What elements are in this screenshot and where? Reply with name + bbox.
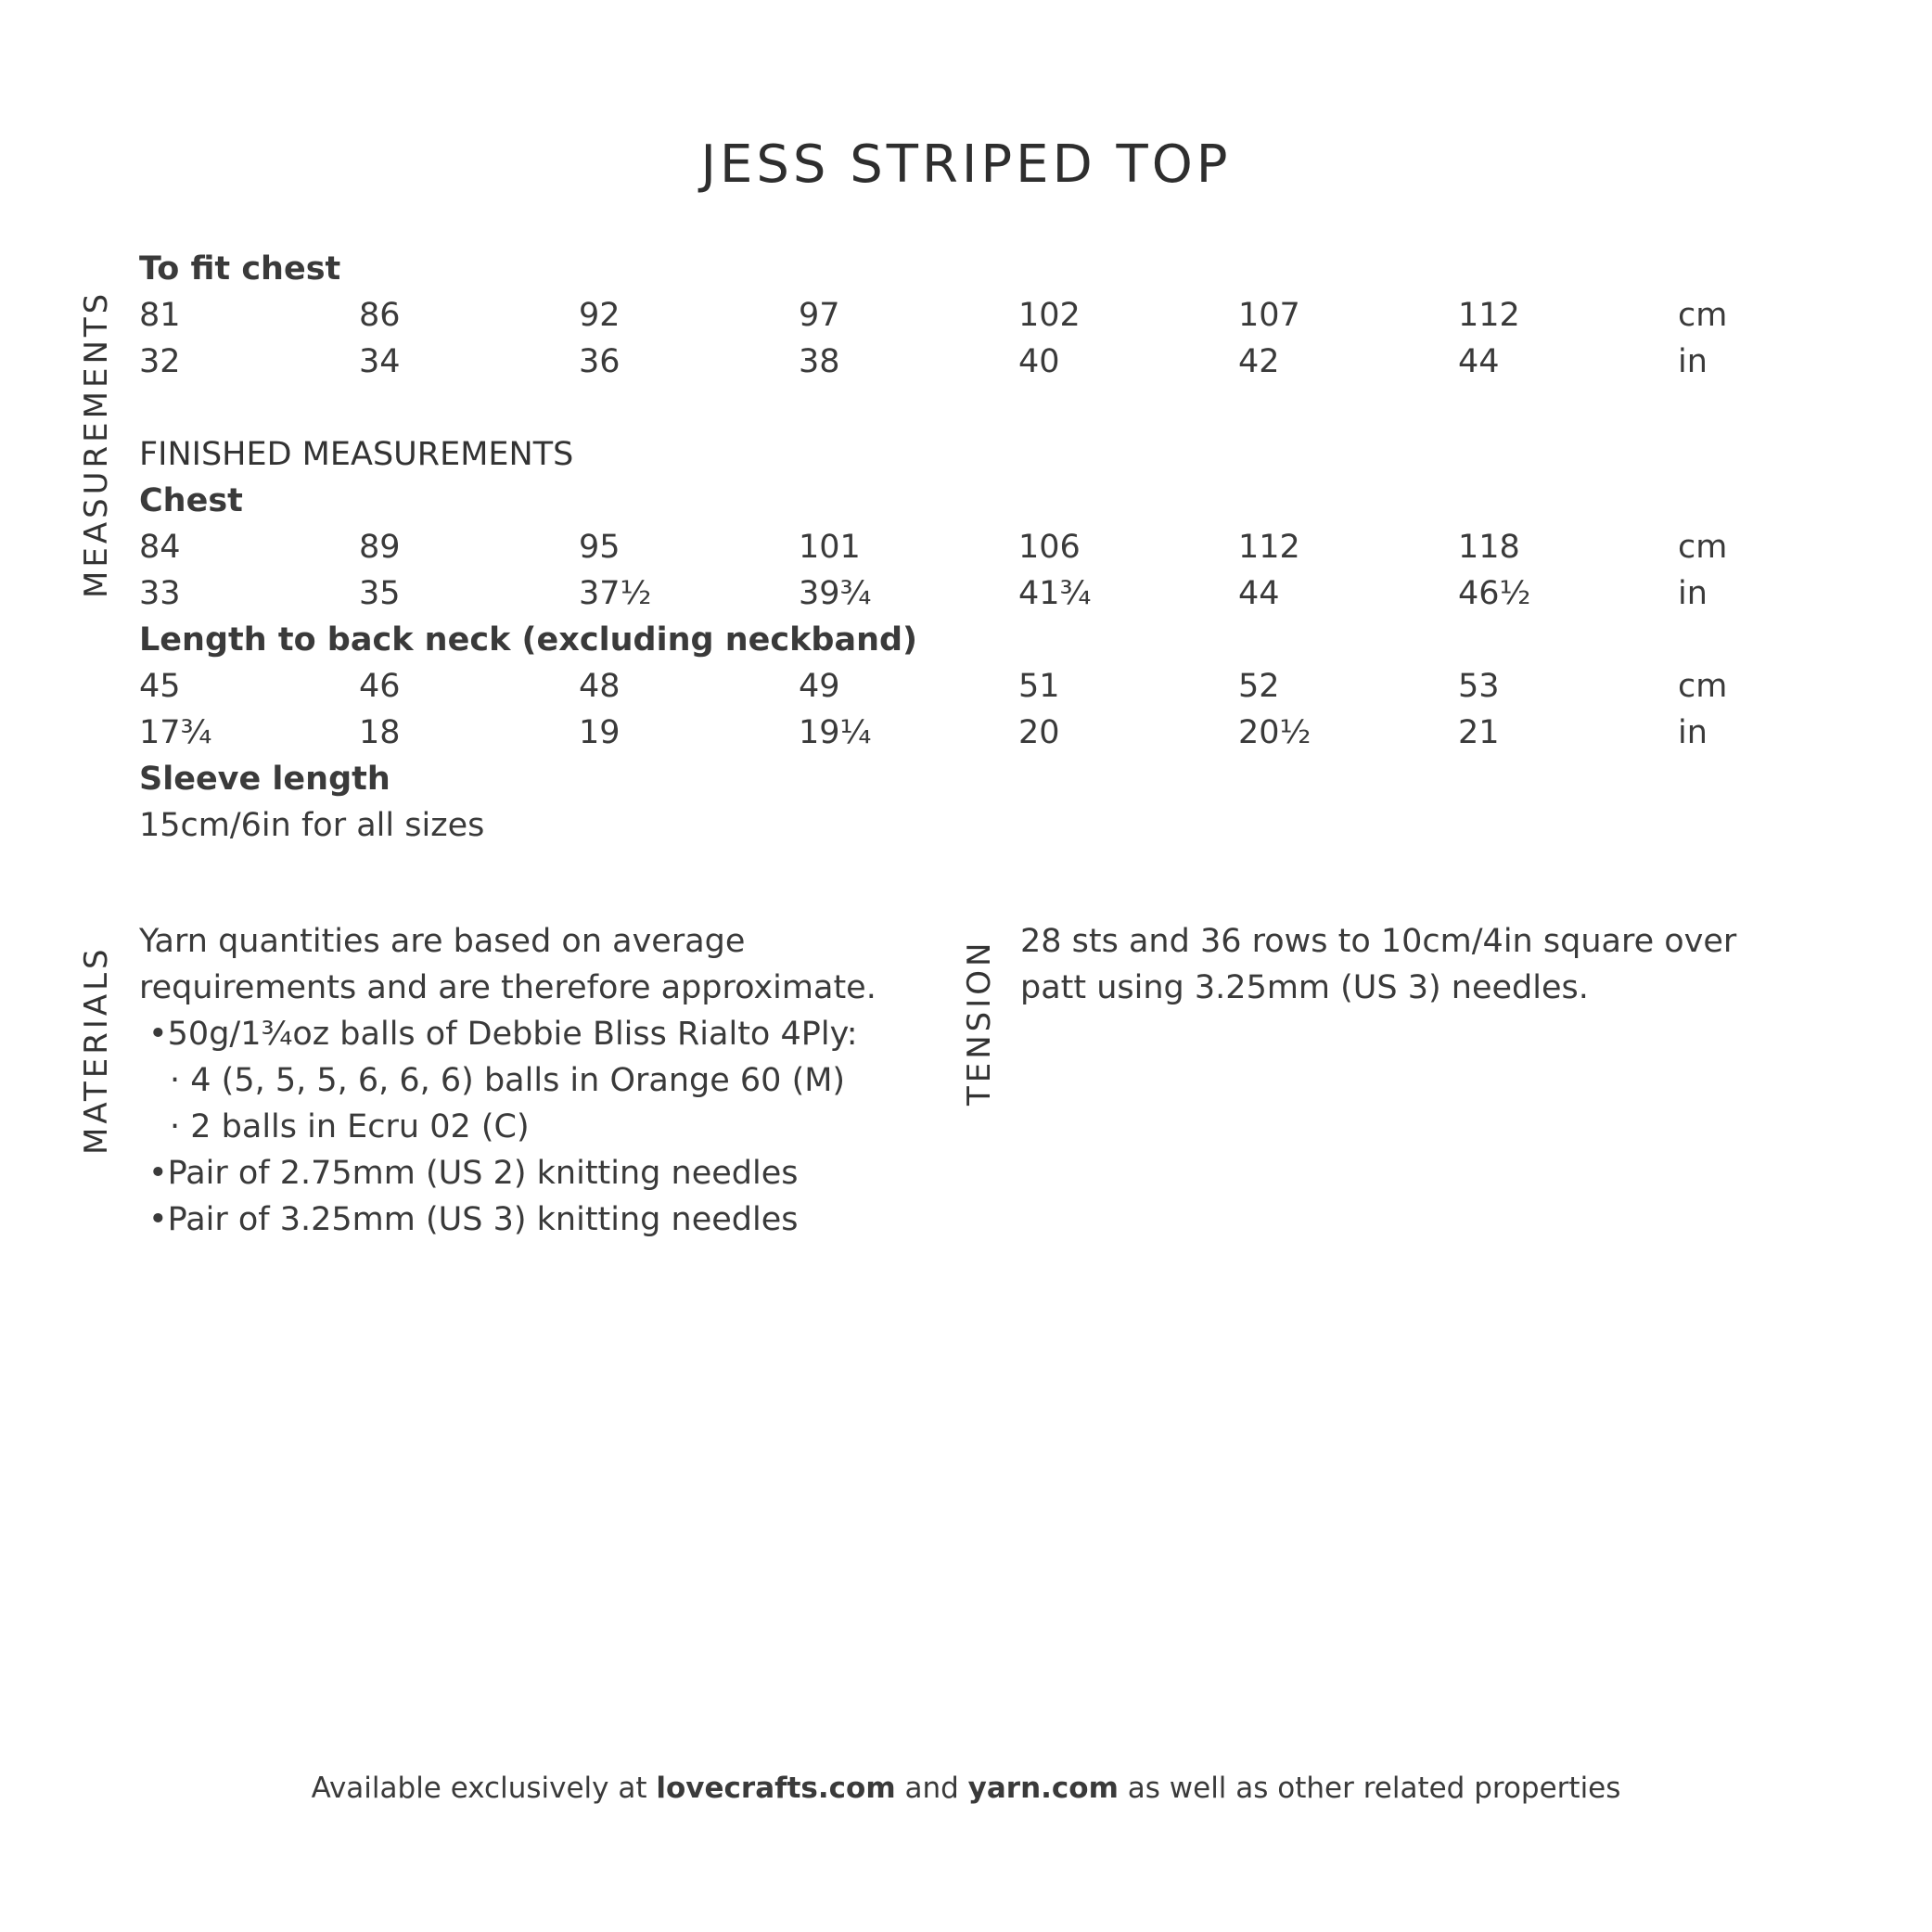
materials-item-text: 50g/1¾oz balls of Debbie Bliss Rialto 4Ply: (167, 1016, 858, 1053)
materials-intro-line-2: requirements and are therefore approximate. (139, 969, 876, 1006)
size-value: 89 (359, 529, 401, 566)
size-value: 45 (139, 668, 181, 705)
size-value: 86 (359, 297, 401, 334)
measurements-side-label: MEASUREMENTS (78, 289, 115, 598)
size-value: 32 (139, 343, 181, 380)
sleeve-length-text: 15cm/6in for all sizes (139, 807, 485, 844)
size-value: 97 (799, 297, 840, 334)
size-value: 35 (359, 575, 401, 612)
length-heading: Length to back neck (excluding neckband) (139, 621, 918, 659)
size-value: 37½ (579, 575, 652, 612)
unit-label: cm (1678, 297, 1728, 334)
size-value: 112 (1238, 529, 1300, 566)
size-value: 42 (1238, 343, 1280, 380)
size-value: 53 (1458, 668, 1500, 705)
size-value: 46½ (1458, 575, 1531, 612)
size-value: 106 (1018, 529, 1081, 566)
size-value: 20 (1018, 714, 1060, 751)
materials-item (148, 1196, 798, 1243)
unit-label: in (1678, 714, 1708, 751)
size-value: 40 (1018, 343, 1060, 380)
sleeve-length-heading: Sleeve length (139, 761, 390, 798)
materials-item-text: 4 (5, 5, 5, 6, 6, 6) balls in Orange 60 (M) (190, 1062, 846, 1099)
size-value: 33 (139, 575, 181, 612)
page-title: JESS STRIPED TOP (700, 134, 1232, 195)
bullet-dot-icon: • (148, 1201, 168, 1238)
size-value: 19 (579, 714, 621, 751)
tension-line-2: patt using 3.25mm (US 3) needles. (1020, 969, 1589, 1006)
size-value: 46 (359, 668, 401, 705)
size-value: 51 (1018, 668, 1060, 705)
tension-side-label: TENSION (961, 939, 998, 1106)
size-value: 112 (1458, 297, 1520, 334)
size-value: 118 (1458, 529, 1520, 566)
size-value: 95 (579, 529, 621, 566)
size-value: 20½ (1238, 714, 1311, 751)
unit-label: cm (1678, 668, 1728, 705)
materials-item-text: Pair of 3.25mm (US 3) knitting needles (167, 1201, 799, 1238)
size-value: 41¾ (1018, 575, 1092, 612)
size-value: 21 (1458, 714, 1500, 751)
materials-item-text: Pair of 2.75mm (US 2) knitting needles (167, 1155, 799, 1192)
size-value: 48 (579, 668, 621, 705)
size-value: 38 (799, 343, 840, 380)
materials-item-text: 2 balls in Ecru 02 (C) (190, 1108, 530, 1145)
lovecrafts-link[interactable]: lovecrafts.com (656, 1772, 896, 1805)
unit-label: cm (1678, 529, 1728, 566)
size-value: 39¾ (799, 575, 872, 612)
middle-dot-icon: · (170, 1062, 191, 1099)
size-value: 84 (139, 529, 181, 566)
materials-item (148, 1150, 798, 1196)
size-value: 101 (799, 529, 861, 566)
unit-label: in (1678, 575, 1708, 612)
size-value: 18 (359, 714, 401, 751)
yarn-link[interactable]: yarn.com (967, 1772, 1119, 1805)
size-value: 36 (579, 343, 621, 380)
size-value: 44 (1458, 343, 1500, 380)
bullet-dot-icon: • (148, 1155, 168, 1192)
size-value: 44 (1238, 575, 1280, 612)
size-value: 107 (1238, 297, 1300, 334)
size-value: 34 (359, 343, 401, 380)
footer-prefix: Available exclusively at (311, 1772, 657, 1805)
size-value: 92 (579, 297, 621, 334)
middle-dot-icon: · (170, 1108, 191, 1145)
footer-middle: and (895, 1772, 968, 1805)
materials-item (148, 1011, 858, 1057)
footer-availability (0, 1772, 1932, 1805)
materials-side-label: MATERIALS (78, 945, 115, 1155)
unit-label: in (1678, 343, 1708, 380)
size-value: 19¼ (799, 714, 872, 751)
materials-subitem (170, 1057, 845, 1104)
chest-heading: Chest (139, 482, 243, 519)
tension-line-1: 28 sts and 36 rows to 10cm/4in square over (1020, 923, 1737, 960)
materials-subitem (170, 1104, 530, 1150)
size-value: 81 (139, 297, 181, 334)
footer-suffix: as well as other related properties (1118, 1772, 1621, 1805)
finished-measurements-heading: FINISHED MEASUREMENTS (139, 436, 574, 473)
size-value: 49 (799, 668, 840, 705)
to-fit-chest-heading: To fit chest (139, 250, 341, 288)
materials-intro-line-1: Yarn quantities are based on average (139, 923, 746, 960)
bullet-dot-icon: • (148, 1016, 168, 1053)
size-value: 52 (1238, 668, 1280, 705)
size-value: 102 (1018, 297, 1081, 334)
size-value: 17¾ (139, 714, 212, 751)
